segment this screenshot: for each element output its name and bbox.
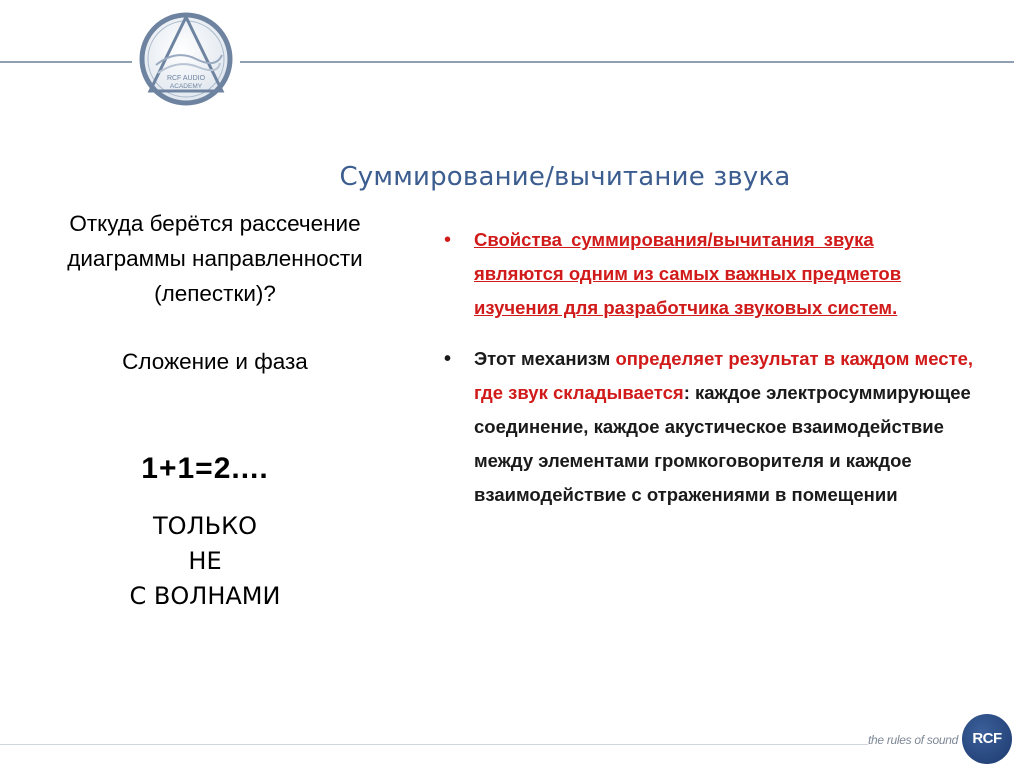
subhead-text: Сложение и фаза: [122, 349, 308, 374]
question-line: (лепестки)?: [154, 281, 276, 306]
bullet-item-2: [444, 342, 984, 512]
bullet-2-text-end: : каждое электросуммирующее соединение, каждое акустическое взаимодействие между элементами громкоговорителя и каждое взаимодействие с отражениями в помещении: [474, 382, 971, 505]
bullet-1-body: [474, 223, 984, 325]
bullet-item-1: [444, 223, 984, 325]
bullet-2-body: [474, 342, 984, 512]
footer-tagline: the rules of sound: [868, 733, 958, 747]
slide-title: Суммирование/вычитание звука: [339, 162, 791, 192]
header-rule-right: [240, 61, 1014, 63]
academy-logo: [136, 9, 236, 109]
bullet-1-line: Свойства суммирования/вычитания звука: [474, 229, 874, 250]
equation-text: 1+1=2....: [141, 452, 269, 485]
bullet-2-highlight: определяет результат в каждом месте, где звук складывается: [474, 348, 974, 403]
question-line: диаграммы направленности: [67, 246, 363, 271]
footer-rule: [0, 744, 868, 745]
bullet-dot-icon: •: [444, 348, 452, 370]
note-line: С ВОЛНАМИ: [129, 582, 281, 610]
note-text: [60, 509, 350, 614]
header-rule-left: [0, 61, 132, 63]
note-line: НЕ: [188, 547, 222, 575]
bullet-dot-icon: •: [444, 229, 452, 251]
logo-text-2: ACADEMY: [169, 83, 203, 90]
bullet-1-line: являются одним из самых важных предметов: [474, 263, 902, 284]
bullet-2-text-start: Этот механизм: [474, 348, 616, 369]
rcf-logo: RCF: [962, 714, 1012, 764]
question-text: [30, 206, 400, 311]
question-line: Откуда берётся рассечение: [69, 211, 361, 236]
bullet-1-line: изучения для разработчика звуковых систем.: [474, 297, 898, 318]
note-line: ТОЛЬКО: [153, 512, 257, 540]
logo-text-1: RCF AUDIO: [166, 75, 206, 82]
